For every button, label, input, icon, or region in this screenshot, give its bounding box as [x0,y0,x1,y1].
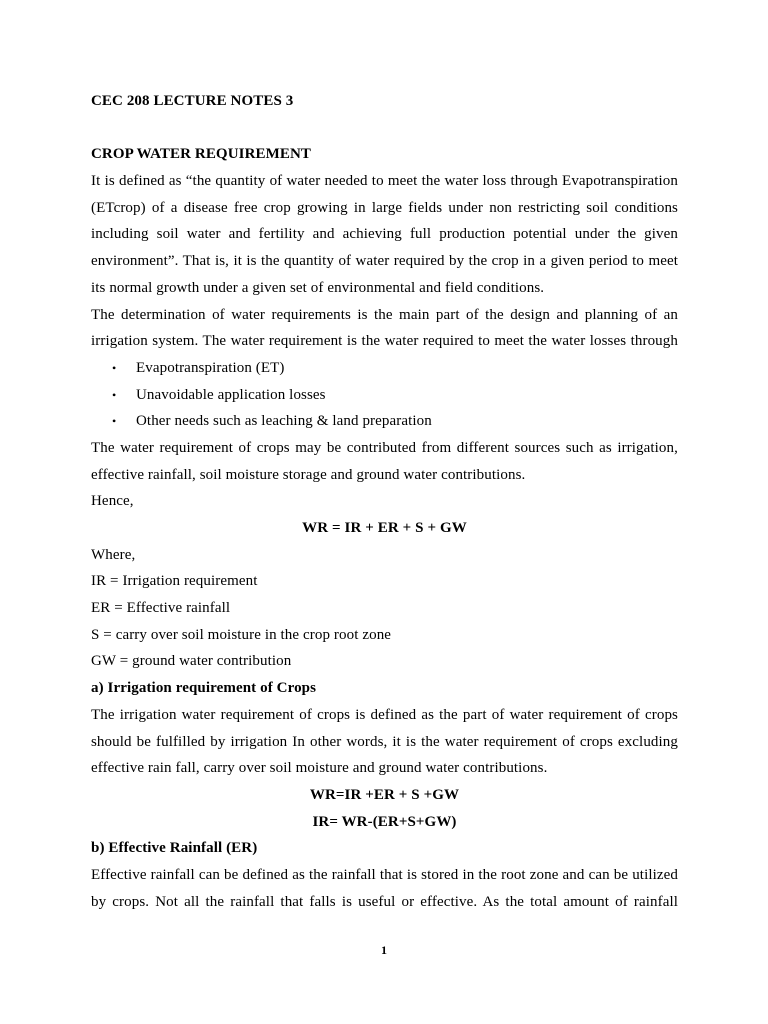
paragraph-line: should be fulfilled by irrigation In other words, it is the water requirement of crops excluding [91,733,678,750]
paragraph-line: including soil water and fertility and achieving full production potential under the given [91,226,678,243]
paragraph-line: The irrigation water requirement of crops is defined as the part of water requirement of crops [91,706,678,723]
paragraph-line: its normal growth under a given set of environmental and field conditions. [91,279,545,296]
subsection-heading-b: b) Effective Rainfall (ER) [91,840,258,857]
page-number: 1 [380,943,388,957]
list-item-text: Other needs such as leaching & land preparation [136,413,432,430]
definition-s: S = carry over soil moisture in the crop root zone [91,626,392,643]
subsection-heading-a: a) Irrigation requirement of Crops [91,680,317,697]
definition-paragraph [91,168,678,301]
bullet-icon: • [112,414,117,429]
list-item [91,355,678,382]
paragraph-line: It is defined as “the quantity of water needed to meet the water loss through Evapotranspiration [91,173,678,190]
paragraph-line: environment”. That is, it is the quantity of water required by the crop in a given period to meet [91,253,678,270]
paragraph-line: (ETcrop) of a disease free crop growing in large fields under non restricting soil conditions [91,199,678,216]
where-text: Where, [91,546,136,563]
spacer [91,115,678,142]
page-content [91,88,678,915]
paragraph-line: effective rain fall, carry over soil moisture and ground water contributions. [91,760,548,777]
hence-text: Hence, [91,493,134,510]
paragraph-line: The determination of water requirements is the main part of the design and planning of an [91,306,678,323]
definition-er: ER = Effective rainfall [91,600,231,617]
list-item-text: Evapotranspiration (ET) [136,359,285,376]
sources-paragraph [91,435,678,488]
definition-ir: IR = Irrigation requirement [91,573,258,590]
paragraph-line: effective rainfall, soil moisture storage and ground water contributions. [91,466,526,483]
paragraph-line: irrigation system. The water requirement is the water required to meet the water losses through [91,333,678,350]
paragraph-line: Effective rainfall can be defined as the rainfall that is stored in the root zone and can be utilized [91,866,678,883]
irrigation-paragraph [91,702,678,782]
rainfall-paragraph [91,862,678,915]
list-item [91,382,678,409]
water-loss-list [91,355,678,435]
list-item-text: Unavoidable application losses [136,386,326,403]
paragraph-line: The water requirement of crops may be contributed from different sources such as irrigation, [91,439,678,456]
equation-main: WR = IR + ER + S + GW [302,520,467,536]
definition-gw: GW = ground water contribution [91,653,292,670]
equation-2: IR= WR-(ER+S+GW) [312,813,457,830]
determination-paragraph [91,302,678,355]
bullet-icon: • [112,360,117,375]
document-title: CEC 208 LECTURE NOTES 3 [91,93,294,109]
section-heading: CROP WATER REQUIREMENT [91,146,312,163]
definition-list [91,568,678,675]
paragraph-line: by crops. Not all the rainfall that falls is useful or effective. As the total amount of rainfall [91,893,678,910]
bullet-icon: • [112,387,117,402]
equation-1: WR=IR +ER + S +GW [309,786,460,803]
list-item [91,408,678,435]
